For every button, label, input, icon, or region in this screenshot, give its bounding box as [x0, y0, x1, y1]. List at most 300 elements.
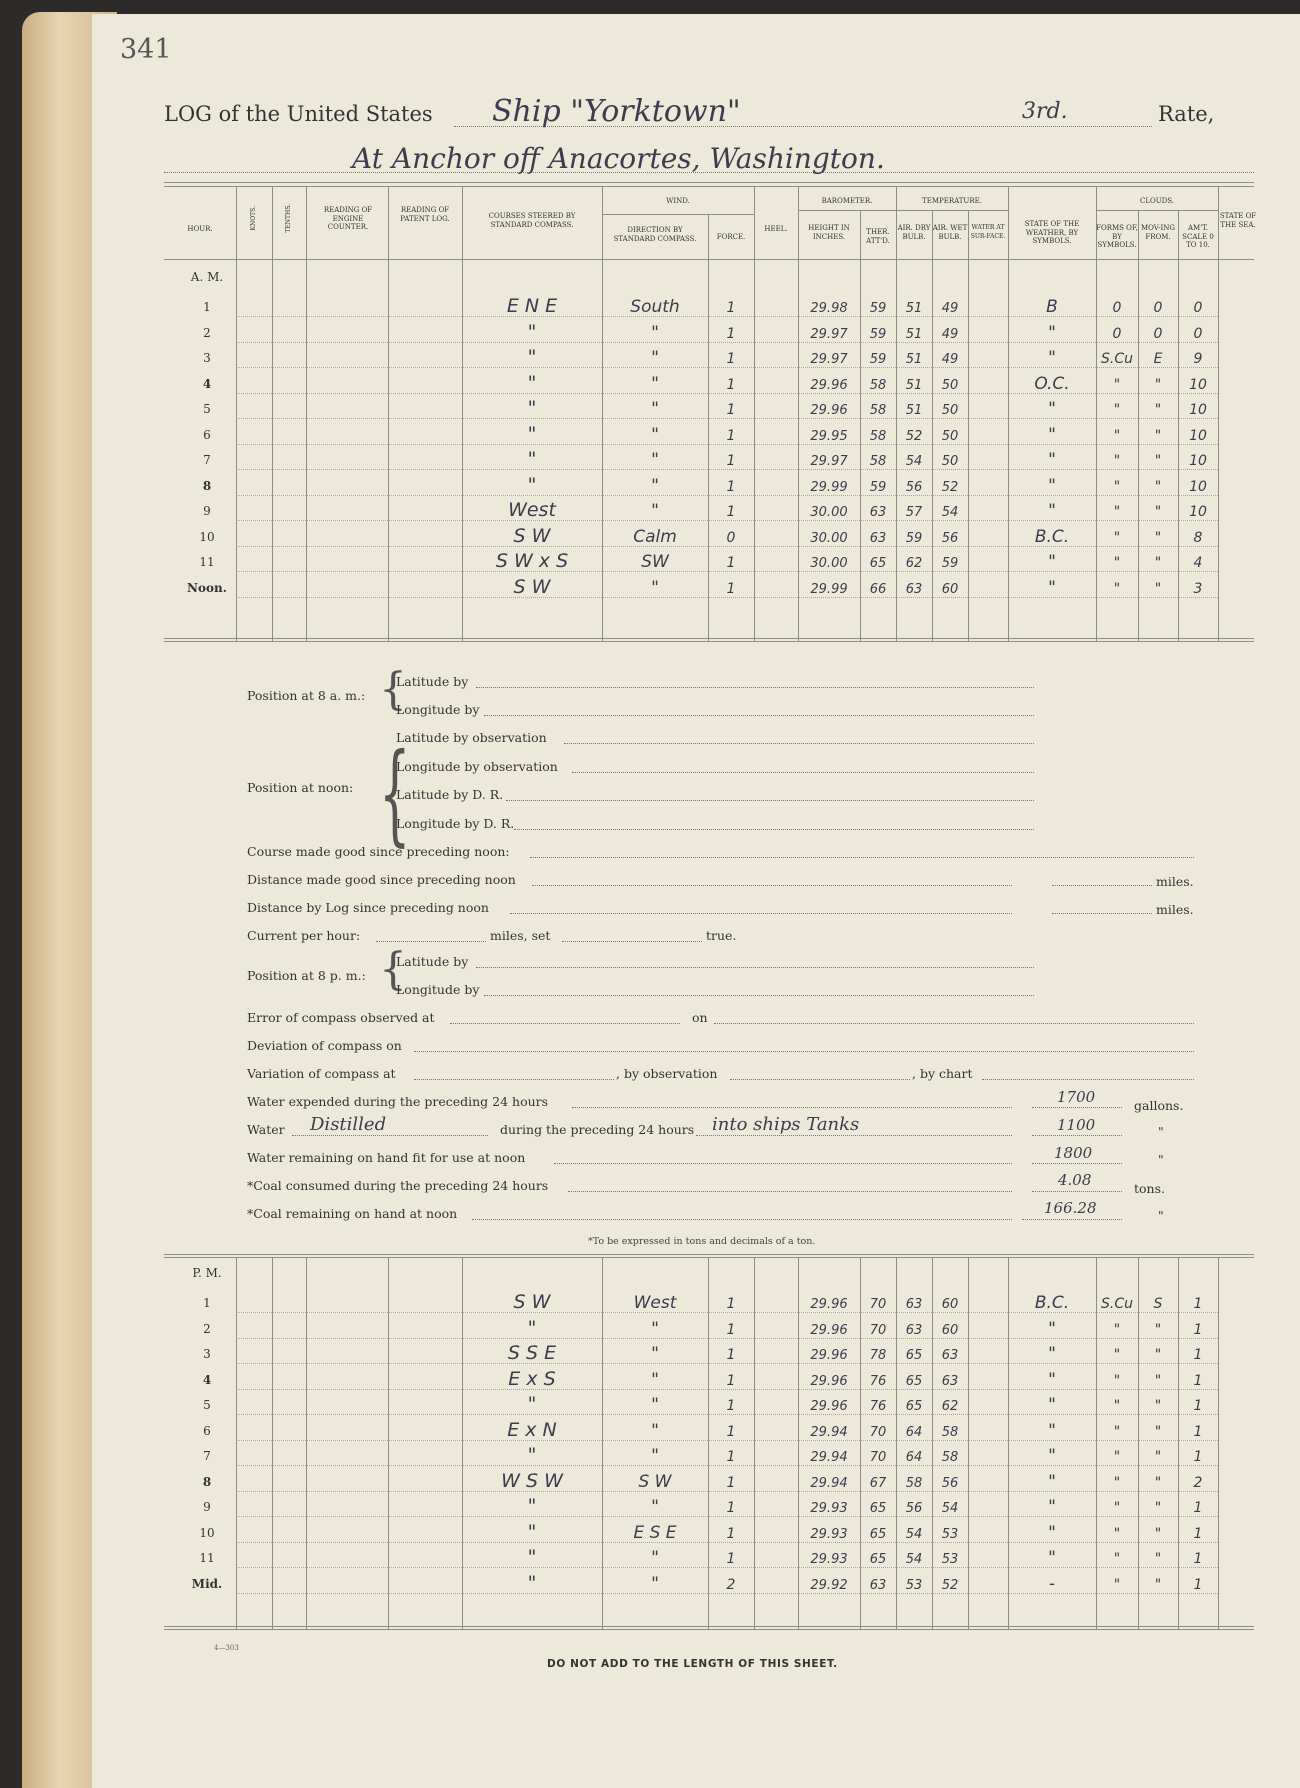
- latitude-obs-label: Latitude by observation: [396, 730, 547, 745]
- dry-cell: 65: [905, 1399, 923, 1414]
- course-cell: S S E: [507, 1342, 557, 1364]
- course-cell: ": [527, 1546, 537, 1568]
- forms-cell: ": [1113, 427, 1121, 444]
- force-cell: 1: [726, 555, 736, 571]
- dry-cell: 51: [905, 352, 923, 367]
- sheet-notice: DO NOT ADD TO THE LENGTH OF THIS SHEET.: [547, 1658, 838, 1670]
- course-cell: ": [527, 422, 537, 445]
- dry-cell: 58: [905, 1475, 923, 1491]
- col-wind: WIND.: [666, 197, 690, 205]
- weather-cell: ": [1048, 475, 1056, 496]
- wind-cell: ": [651, 1420, 659, 1441]
- height-cell: 30.00: [810, 556, 848, 571]
- course-cell: S W x S: [495, 550, 569, 572]
- height-cell: 29.96: [810, 377, 848, 393]
- moving-cell: S: [1153, 1296, 1163, 1312]
- force-cell: 1: [726, 1525, 736, 1542]
- amt-cell: 0: [1193, 325, 1203, 342]
- height-cell: 30.00: [810, 530, 848, 546]
- longitude-dr-label: Longitude by D. R.: [396, 816, 515, 831]
- amt-cell: 1: [1193, 1347, 1203, 1363]
- wind-cell: Calm: [633, 526, 677, 547]
- moving-cell: ": [1154, 1347, 1162, 1363]
- hour-cell: 4: [202, 1372, 212, 1387]
- hour-cell: 1: [203, 1296, 211, 1310]
- weather-cell: ": [1048, 1522, 1056, 1543]
- forms-cell: ": [1113, 1525, 1121, 1542]
- ther-cell: 67: [869, 1475, 887, 1491]
- hour-cell: 2: [203, 325, 211, 340]
- force-cell: 1: [726, 504, 736, 520]
- ther-cell: 59: [869, 326, 887, 342]
- course-cell: ": [527, 473, 537, 496]
- ship-rate-value: 3rd.: [1022, 99, 1068, 124]
- course-cell: S W: [513, 524, 551, 547]
- hour-cell: 6: [203, 1423, 211, 1438]
- force-cell: 1: [726, 1500, 736, 1516]
- hour-cell: 11: [199, 1551, 215, 1565]
- brace: {: [379, 664, 407, 715]
- height-cell: 29.98: [810, 301, 848, 316]
- wind-cell: ": [651, 348, 659, 368]
- forms-cell: ": [1113, 1372, 1121, 1389]
- force-cell: 1: [726, 1321, 736, 1338]
- weather-cell: ": [1048, 1369, 1056, 1390]
- wind-cell: ": [651, 1446, 659, 1466]
- gallons-label: gallons.: [1134, 1098, 1184, 1113]
- amt-cell: 1: [1193, 1576, 1203, 1593]
- weather-cell: ": [1048, 399, 1056, 419]
- miles-label: miles.: [1156, 874, 1194, 889]
- hour-cell: 8: [202, 1474, 212, 1489]
- weather-cell: B.C.: [1034, 526, 1070, 547]
- force-cell: 1: [726, 1296, 736, 1312]
- weather-cell: ": [1048, 1395, 1056, 1415]
- water-expended-label: Water expended during the preceding 24 hours: [247, 1094, 549, 1109]
- forms-cell: ": [1113, 1551, 1121, 1567]
- forms-cell: ": [1113, 1321, 1121, 1338]
- amt-cell: 10: [1189, 402, 1207, 418]
- hour-cell: 10: [199, 529, 215, 544]
- course-cell: W S W: [501, 1469, 563, 1492]
- course-cell: ": [527, 1520, 537, 1543]
- hour-cell: 11: [199, 555, 215, 569]
- dry-cell: 53: [905, 1577, 923, 1593]
- footnote: *To be expressed in tons and decimals of a ton.: [588, 1236, 816, 1247]
- height-cell: 29.95: [810, 428, 848, 444]
- ther-cell: 63: [869, 1577, 887, 1593]
- height-cell: 29.92: [810, 1577, 848, 1593]
- col-patent-log: READING OF PATENT LOG.: [400, 206, 450, 223]
- hour-cell: 7: [203, 1449, 211, 1463]
- ship-location: At Anchor off Anacortes, Washington.: [352, 142, 885, 175]
- on-label: on: [692, 1010, 708, 1025]
- error-compass-label: Error of compass observed at: [247, 1010, 435, 1025]
- col-knots: KNOTS.: [249, 206, 257, 231]
- force-cell: 2: [726, 1576, 736, 1593]
- height-cell: 29.96: [810, 403, 848, 418]
- latitude-by-label: Latitude by: [396, 954, 469, 969]
- page-number: 341: [120, 34, 172, 65]
- col-hour: HOUR.: [187, 225, 213, 233]
- ther-cell: 70: [869, 1450, 887, 1465]
- ther-cell: 65: [869, 556, 887, 571]
- weather-cell: B: [1046, 297, 1058, 317]
- wet-cell: 54: [941, 505, 959, 520]
- course-cell: West: [508, 499, 556, 521]
- position-8pm-label: Position at 8 p. m.:: [247, 968, 366, 983]
- force-cell: 1: [726, 1423, 736, 1440]
- pm-label: P. M.: [192, 1266, 222, 1280]
- amt-cell: 1: [1193, 1525, 1203, 1542]
- coal-remaining-label: *Coal remaining on hand at noon: [247, 1206, 458, 1221]
- course-cell: E x S: [508, 1367, 556, 1390]
- weather-cell: ": [1048, 1497, 1056, 1517]
- hour-cell: 5: [203, 402, 211, 416]
- wet-cell: 49: [941, 352, 959, 367]
- forms-cell: ": [1113, 504, 1121, 520]
- force-cell: 1: [726, 1449, 736, 1465]
- forms-cell: S.Cu: [1101, 351, 1133, 367]
- moving-cell: ": [1154, 1449, 1162, 1465]
- moving-cell: ": [1154, 504, 1162, 520]
- weather-cell: ": [1048, 1446, 1056, 1466]
- current-per-hour-label: Current per hour:: [247, 928, 361, 943]
- force-cell: 1: [726, 1398, 736, 1414]
- moving-cell: E: [1153, 351, 1163, 367]
- water-distilled-value: 1100: [1057, 1116, 1096, 1134]
- ther-cell: 70: [869, 1297, 887, 1312]
- col-temp-water: WATER AT SUR-FACE.: [970, 224, 1006, 240]
- ther-cell: 58: [869, 377, 887, 393]
- weather-cell: ": [1048, 1344, 1056, 1364]
- col-courses: COURSES STEERED BY STANDARD COMPASS.: [488, 212, 576, 229]
- dry-cell: 51: [905, 377, 923, 393]
- course-cell: E N E: [506, 295, 558, 317]
- course-cell: ": [527, 1316, 537, 1339]
- dry-cell: 54: [905, 1526, 923, 1542]
- ther-cell: 70: [869, 1322, 887, 1338]
- wet-cell: 58: [941, 1424, 959, 1440]
- forms-cell: ": [1113, 580, 1121, 597]
- moving-cell: ": [1154, 1525, 1162, 1542]
- wet-cell: 49: [941, 301, 959, 316]
- moving-cell: ": [1154, 580, 1162, 597]
- wet-cell: 50: [941, 403, 959, 418]
- col-cloud-amount: AM'T. SCALE 0 TO 10.: [1182, 224, 1214, 249]
- moving-cell: ": [1154, 1398, 1162, 1414]
- ther-cell: 76: [869, 1399, 887, 1414]
- wind-cell: ": [651, 322, 659, 343]
- wet-cell: 62: [941, 1399, 959, 1414]
- wind-cell: ": [651, 501, 659, 521]
- moving-cell: ": [1154, 1474, 1162, 1491]
- dry-cell: 59: [905, 530, 923, 546]
- forms-cell: ": [1113, 1474, 1121, 1491]
- wind-cell: S W: [638, 1471, 672, 1492]
- height-cell: 29.96: [810, 1322, 848, 1338]
- amt-cell: 0: [1193, 300, 1203, 316]
- amt-cell: 1: [1193, 1423, 1203, 1440]
- ther-cell: 58: [869, 454, 887, 469]
- longitude-by-label: Longitude by: [396, 982, 480, 997]
- course-cell: S W: [513, 575, 551, 598]
- amt-cell: 1: [1193, 1500, 1203, 1516]
- dry-cell: 63: [905, 1297, 923, 1312]
- amt-cell: 1: [1193, 1398, 1203, 1414]
- col-sea: STATE OF THE SEA.: [1219, 212, 1257, 229]
- by-observation-label: , by observation: [616, 1066, 718, 1081]
- force-cell: 1: [726, 402, 736, 418]
- col-engine-counter: READING OF ENGINE COUNTER.: [323, 206, 373, 231]
- log-title-prefix: LOG of the United States: [164, 102, 433, 126]
- height-cell: 29.97: [810, 326, 848, 342]
- forms-cell: ": [1113, 1347, 1121, 1363]
- wet-cell: 63: [941, 1373, 959, 1389]
- hour-cell: Mid.: [191, 1576, 223, 1591]
- am-label: A. M.: [190, 270, 224, 284]
- ther-cell: 58: [869, 403, 887, 418]
- wind-cell: ": [651, 373, 659, 394]
- hour-cell: 7: [203, 453, 211, 467]
- wind-cell: ": [651, 475, 659, 496]
- moving-cell: ": [1154, 1372, 1162, 1389]
- col-cloud-moving: MOV-ING FROM.: [1140, 224, 1176, 241]
- forms-cell: ": [1113, 529, 1121, 546]
- col-wind-direction: DIRECTION BY STANDARD COMPASS.: [613, 226, 697, 243]
- hour-cell: 10: [199, 1525, 215, 1540]
- ther-cell: 63: [869, 530, 887, 546]
- wet-cell: 54: [941, 1501, 959, 1516]
- course-made-good-label: Course made good since preceding noon:: [247, 844, 510, 859]
- ther-cell: 76: [869, 1373, 887, 1389]
- hour-cell: 3: [203, 1347, 211, 1361]
- col-tenths: TENTHS.: [284, 203, 292, 233]
- hour-cell: 8: [202, 478, 212, 493]
- weather-cell: ": [1048, 424, 1056, 445]
- weather-cell: O.C.: [1034, 373, 1070, 394]
- forms-cell: ": [1113, 478, 1121, 495]
- force-cell: 1: [726, 351, 736, 367]
- weather-cell: ": [1048, 1420, 1056, 1441]
- ditto-mark: ": [1158, 1152, 1164, 1167]
- dry-cell: 54: [905, 454, 923, 469]
- water-remaining-value: 1800: [1054, 1144, 1093, 1162]
- forms-cell: ": [1113, 1500, 1121, 1516]
- position-noon-label: Position at noon:: [247, 780, 354, 795]
- wind-cell: SW: [641, 552, 669, 572]
- moving-cell: ": [1154, 376, 1162, 393]
- weather-cell: ": [1048, 1548, 1056, 1568]
- amt-cell: 10: [1189, 478, 1207, 495]
- height-cell: 29.94: [810, 1450, 848, 1465]
- ther-cell: 58: [869, 428, 887, 444]
- wet-cell: 49: [941, 326, 959, 342]
- weather-cell: ": [1048, 1318, 1056, 1339]
- water-remaining-label: Water remaining on hand fit for use at noon: [247, 1150, 526, 1165]
- amt-cell: 10: [1189, 453, 1207, 469]
- height-cell: 29.93: [810, 1501, 848, 1516]
- wind-cell: ": [651, 1548, 659, 1568]
- amt-cell: 9: [1193, 351, 1203, 367]
- wind-cell: ": [651, 399, 659, 419]
- hour-cell: 6: [203, 427, 211, 442]
- ther-cell: 63: [869, 505, 887, 520]
- coal-consumed-label: *Coal consumed during the preceding 24 hours: [247, 1178, 549, 1193]
- moving-cell: ": [1154, 1423, 1162, 1440]
- tons-label: tons.: [1134, 1181, 1165, 1196]
- weather-cell: ": [1048, 577, 1056, 598]
- wet-cell: 50: [941, 428, 959, 444]
- force-cell: 1: [726, 478, 736, 495]
- moving-cell: ": [1154, 453, 1162, 469]
- force-cell: 1: [726, 1347, 736, 1363]
- height-cell: 29.97: [810, 352, 848, 367]
- weather-cell: ": [1048, 1471, 1056, 1492]
- weather-cell: ": [1048, 501, 1056, 521]
- forms-cell: ": [1113, 1423, 1121, 1440]
- height-cell: 30.00: [810, 505, 848, 520]
- weather-cell: ": [1048, 322, 1056, 343]
- longitude-obs-label: Longitude by observation: [396, 759, 558, 774]
- col-wind-force: FORCE.: [716, 233, 746, 241]
- dry-cell: 65: [905, 1348, 923, 1363]
- distance-by-log-label: Distance by Log since preceding noon: [247, 900, 489, 915]
- wet-cell: 60: [941, 581, 959, 597]
- amt-cell: 1: [1193, 1296, 1203, 1312]
- course-cell: ": [527, 1571, 537, 1594]
- amt-cell: 10: [1189, 504, 1207, 520]
- amt-cell: 10: [1189, 376, 1207, 393]
- ther-cell: 59: [869, 301, 887, 316]
- height-cell: 29.96: [810, 1373, 848, 1389]
- height-cell: 29.94: [810, 1475, 848, 1491]
- position-8am-label: Position at 8 a. m.:: [247, 688, 366, 703]
- moving-cell: ": [1154, 1576, 1162, 1593]
- height-cell: 29.96: [810, 1348, 848, 1363]
- course-cell: ": [527, 1444, 537, 1466]
- moving-cell: ": [1154, 555, 1162, 571]
- course-cell: ": [527, 448, 537, 470]
- wet-cell: 60: [941, 1297, 959, 1312]
- moving-cell: ": [1154, 1551, 1162, 1567]
- col-clouds: CLOUDS.: [1139, 197, 1175, 205]
- wind-cell: ": [651, 1573, 659, 1594]
- ther-cell: 59: [869, 352, 887, 367]
- forms-cell: 0: [1112, 325, 1122, 342]
- moving-cell: ": [1154, 1321, 1162, 1338]
- ditto-mark: ": [1158, 1208, 1164, 1223]
- amt-cell: 3: [1193, 580, 1203, 597]
- dry-cell: 51: [905, 326, 923, 342]
- weather-cell: ": [1048, 450, 1056, 470]
- miles-label: miles.: [1156, 902, 1194, 917]
- wet-cell: 59: [941, 556, 959, 571]
- force-cell: 1: [726, 453, 736, 469]
- true-label: true.: [706, 928, 737, 943]
- height-cell: 29.93: [810, 1526, 848, 1542]
- dry-cell: 63: [905, 1322, 923, 1338]
- wet-cell: 52: [941, 479, 959, 495]
- col-weather: STATE OF THE WEATHER, BY SYMBOLS.: [1024, 220, 1080, 245]
- dry-cell: 64: [905, 1450, 923, 1465]
- ship-name: Ship "Yorktown": [492, 94, 741, 129]
- wind-cell: ": [651, 424, 659, 445]
- brace: {: [379, 729, 411, 857]
- col-cloud-forms: FORMS OF, BY SYMBOLS.: [1096, 224, 1138, 249]
- wind-cell: E S E: [633, 1522, 677, 1543]
- wet-cell: 52: [941, 1577, 959, 1593]
- ther-cell: 65: [869, 1552, 887, 1567]
- col-temperature: TEMPERATURE.: [922, 197, 982, 205]
- log-sheet: [92, 14, 1300, 1788]
- height-cell: 29.94: [810, 1424, 848, 1440]
- wet-cell: 60: [941, 1322, 959, 1338]
- wind-cell: ": [651, 1369, 659, 1390]
- course-cell: ": [527, 1495, 537, 1517]
- forms-cell: ": [1113, 1576, 1121, 1593]
- height-cell: 29.96: [810, 1297, 848, 1312]
- hour-cell: Noon.: [187, 580, 227, 595]
- wet-cell: 56: [941, 530, 959, 546]
- course-cell: ": [527, 371, 537, 394]
- force-cell: 1: [726, 1551, 736, 1567]
- ship-rate-label: Rate,: [1158, 102, 1215, 126]
- amt-cell: 4: [1193, 555, 1203, 571]
- wind-cell: ": [651, 1344, 659, 1364]
- ther-cell: 78: [869, 1348, 887, 1363]
- amt-cell: 2: [1193, 1474, 1203, 1491]
- force-cell: 0: [726, 529, 736, 546]
- col-baro-ther: THER. ATT'D.: [866, 228, 890, 245]
- wind-cell: South: [630, 297, 680, 317]
- force-cell: 1: [726, 325, 736, 342]
- height-cell: 29.99: [810, 479, 848, 495]
- coal-consumed-value: 4.08: [1058, 1171, 1092, 1189]
- by-chart-label: , by chart: [912, 1066, 973, 1081]
- forms-cell: 0: [1112, 300, 1122, 316]
- col-baro-height: HEIGHT IN INCHES.: [808, 224, 850, 241]
- wet-cell: 56: [941, 1475, 959, 1491]
- wet-cell: 63: [941, 1348, 959, 1363]
- dry-cell: 64: [905, 1424, 923, 1440]
- forms-cell: ": [1113, 402, 1121, 418]
- weather-cell: ": [1048, 348, 1056, 368]
- ther-cell: 65: [869, 1526, 887, 1542]
- course-cell: ": [527, 397, 537, 419]
- ther-cell: 66: [869, 581, 887, 597]
- force-cell: 1: [726, 1474, 736, 1491]
- hour-cell: 5: [203, 1398, 211, 1412]
- longitude-by-label: Longitude by: [396, 702, 480, 717]
- amt-cell: 1: [1193, 1321, 1203, 1338]
- forms-cell: ": [1113, 376, 1121, 393]
- wet-cell: 53: [941, 1526, 959, 1542]
- hour-cell: 3: [203, 351, 211, 365]
- deviation-label: Deviation of compass on: [247, 1038, 402, 1053]
- form-number: 4—303: [214, 1644, 239, 1652]
- ther-cell: 65: [869, 1501, 887, 1516]
- course-cell: E x N: [507, 1418, 557, 1441]
- variation-label: Variation of compass at: [247, 1066, 396, 1081]
- height-cell: 29.93: [810, 1552, 848, 1567]
- hour-cell: 9: [203, 504, 211, 518]
- moving-cell: ": [1154, 478, 1162, 495]
- wet-cell: 53: [941, 1552, 959, 1567]
- amt-cell: 10: [1189, 427, 1207, 444]
- col-barometer: BAROMETER.: [821, 197, 873, 205]
- hour-cell: 2: [203, 1321, 211, 1336]
